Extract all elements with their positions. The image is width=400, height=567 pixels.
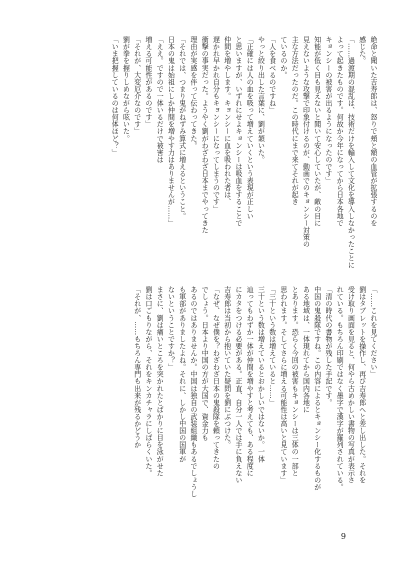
text-line: ているのか。 xyxy=(279,36,287,79)
text-line: とあります。恐らく今回の被害もキョンシーは三体の一部と xyxy=(290,286,299,477)
text-line: 「いま把握しているのは何体ほど？」 xyxy=(110,36,119,156)
text-line: 中国の鬼殺隊ですね。この内容によるとキョンシー化するものが xyxy=(312,286,321,491)
text-line: あるのではありませんか。中国は独自の武装組織もあるでしょうし xyxy=(189,286,197,498)
text-line: れている。もちろん印刷ではなく墨字で漢字が羅列されている。 xyxy=(335,286,344,491)
text-line: 「それが、……もちろん専門も出来が残るかどうか xyxy=(132,286,141,449)
text-line: 絶命と聞いた吉寿郎は、怒りで頬と額の血管が拡張するのを xyxy=(369,36,377,227)
text-line: 劉は口ごもりながら、それをキンカチャラにしばらくいた。 xyxy=(144,286,152,477)
text-line: 「……これを見てください」 xyxy=(369,286,377,378)
text-line: 衝撃の事実だった。ようやく劉がわざわざ日本までやってきた xyxy=(200,36,209,234)
text-line: 思われます。そしてさらに増える可能性は高いと見ています」 xyxy=(279,286,287,484)
text-line: 「……過渡期の混乱は、技術だけを輸入して文化を導入しなかったことに xyxy=(346,36,355,269)
top-text-block xyxy=(22,36,378,268)
text-line: 受け取り画面を見ると、何やら古めかしい書物の写真が表示さ xyxy=(346,286,355,484)
text-line: 見えないような攻撃で印象付けるのが、動画でのキョンシー対策の xyxy=(301,36,310,248)
text-line: 仲間を増やします。キョンシーに血を吸われた者は、 xyxy=(222,36,231,206)
text-line: 感じた。 xyxy=(357,36,366,65)
page-number: 9 xyxy=(340,532,346,541)
text-line: よって起きたものです。何故か今年になってから日本各地で xyxy=(335,36,344,227)
text-line: でしょう。日本より中国の方が大国で、資金力も xyxy=(200,286,209,442)
text-line: 知能が低く目も見えないと聞いて安心していたが、敵の目に xyxy=(312,36,321,227)
text-line: 「それが、大変厄介なのです」 xyxy=(132,36,141,135)
bottom-text-block xyxy=(22,286,378,516)
text-line: 増える可能性があるのです」 xyxy=(144,36,152,128)
text-line: と思いますが、いずれにせよキョンシーは吸血をすることで xyxy=(234,36,242,227)
text-line: 「ええ。ですので一体いるだけで被害は xyxy=(155,36,164,163)
text-line: 吉寿郎は当初から抱いていた疑問を劉にぶつけた。 xyxy=(222,286,231,449)
text-line: まさに、劉は痛いところを突かれたとばかりに目を泳がせた xyxy=(155,286,164,477)
text-line: ある地域は、一体現れてから国内各地に xyxy=(301,286,310,413)
text-line: 主な方法だったのだ。この時代にまで来てそれが起き xyxy=(290,36,299,206)
text-line: ないということですか？」 xyxy=(166,286,175,371)
text-line: 辿ってもわずか一体が仲間を増やすと考えても、ある程度に xyxy=(245,286,254,477)
text-line: 三十という数は増えているとおかしいではないか。一体 xyxy=(256,286,265,463)
text-line: やっと絞り出した言葉に、劉が頷いた。 xyxy=(256,36,265,163)
text-line: キョンシーの被害が出るようになったのです」 xyxy=(324,36,332,185)
text-line: 「正確には人の血を吸って増えていくという表現が正しい xyxy=(245,36,254,220)
text-line: 「なぜ、なぜ僕を？わざわざ日本の鬼殺隊を頼ってきたの xyxy=(211,286,220,470)
text-line: 「清の時代の書物が残した手記です。 xyxy=(324,286,332,406)
text-line: 「人を食べるのですね」 xyxy=(267,36,276,114)
text-line: 劉はタブレットを操作し、再び吉寿郎へと差し出した。それを xyxy=(357,286,366,484)
text-line: 劉が拳を握りしめながら呟いた。 xyxy=(121,36,130,142)
text-line: 「それでは、つまり鬼がねずみ算式に増えるということ。 xyxy=(177,36,186,220)
text-line: も軍部がありましたよね。それに、しかし中国の国軍が xyxy=(177,286,186,463)
text-line: 理由が実感を伴って伝わってきた。 xyxy=(189,36,197,149)
text-line: 遅かれ早かれ自分もキョンシーになってしまうのです」 xyxy=(211,36,220,213)
text-line: 「三十という数は増えていると……」 xyxy=(267,286,276,406)
text-line: にカタをつける必要がある。正直、自分一人では手に負えない xyxy=(234,286,242,484)
text-line: 日本の鬼は始祖にしか仲間を増やす力はありませんが……」 xyxy=(166,36,175,227)
